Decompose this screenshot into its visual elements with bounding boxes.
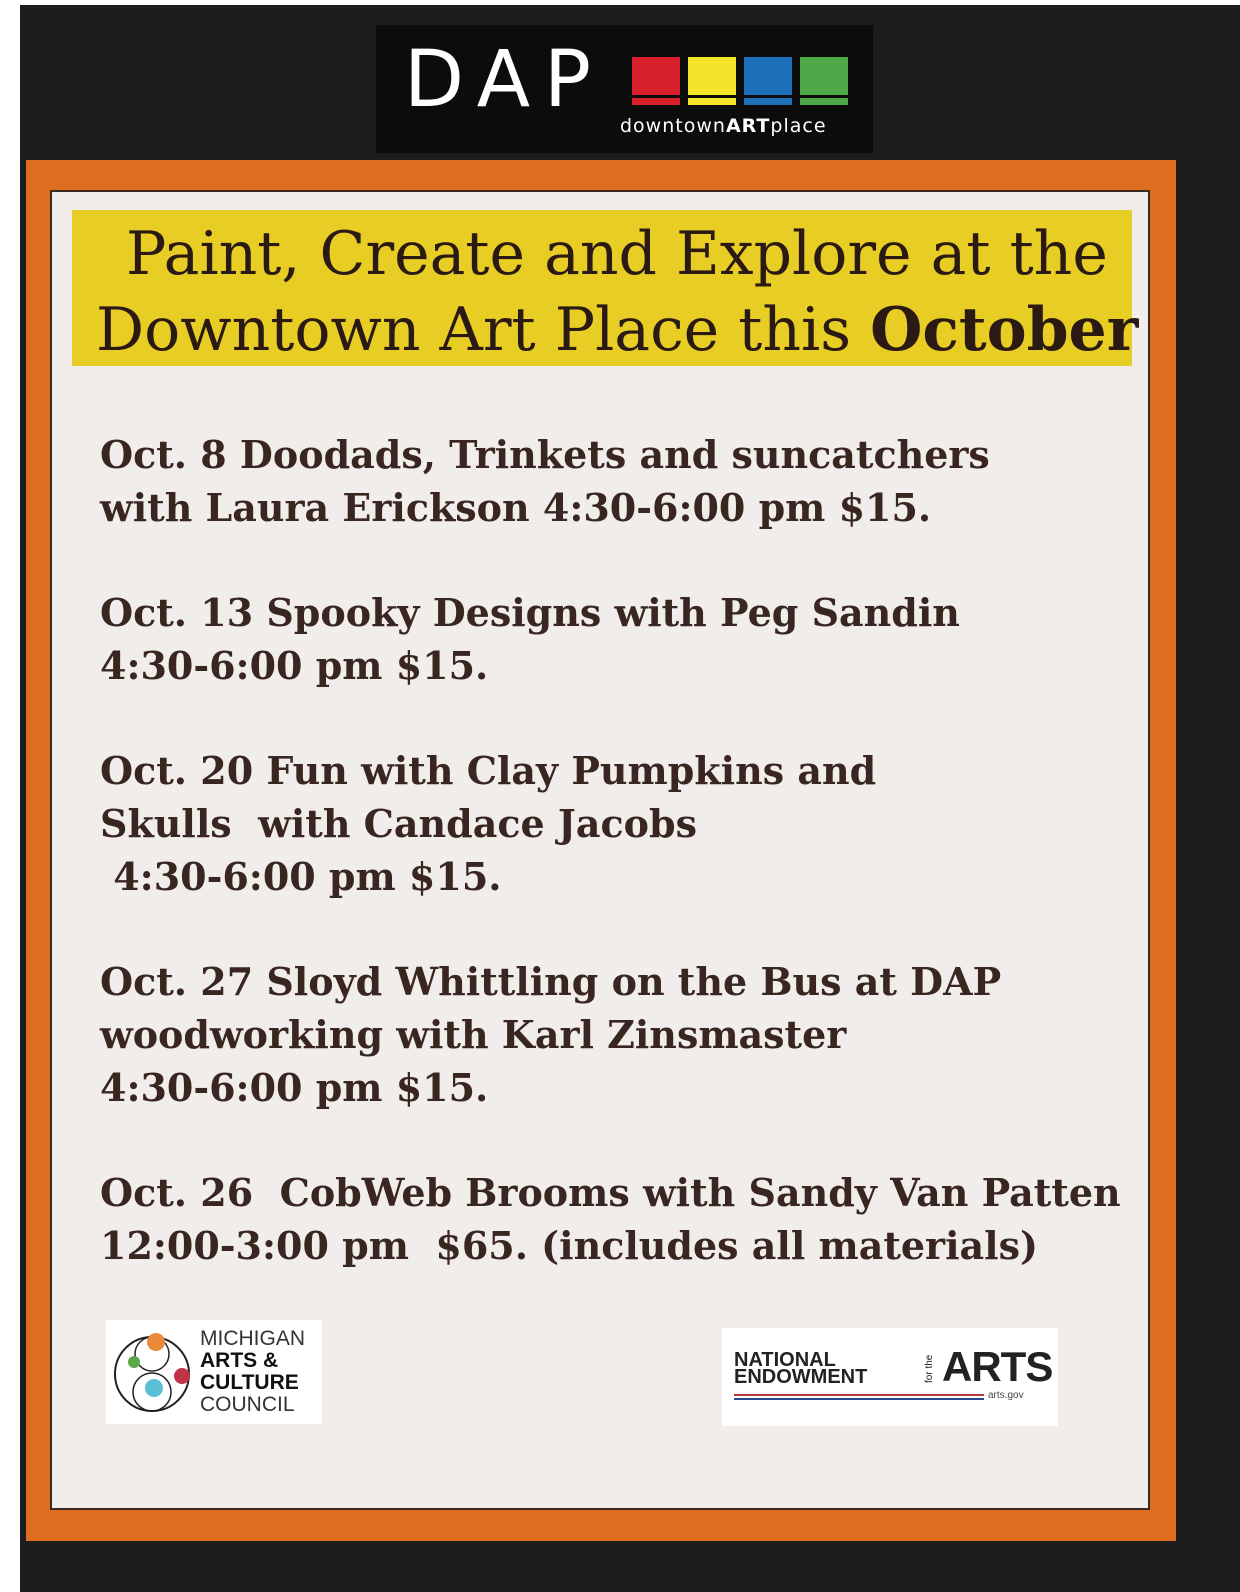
macc-line-2: ARTS &: [200, 1349, 279, 1372]
event-line: 12:00-3:00 pm $65. (includes all materials): [100, 1223, 1038, 1268]
event-line: 4:30-6:00 pm $15.: [100, 1065, 489, 1110]
macc-line-1: MICHIGAN: [200, 1327, 305, 1350]
logo-divider-line: [632, 95, 850, 98]
event-line: Oct. 27 Sloyd Whittling on the Bus at DAP: [100, 959, 1002, 1004]
event-item: [100, 586, 1120, 692]
michigan-arts-culture-council-logo: [106, 1320, 322, 1424]
dap-color-squares: [632, 57, 850, 105]
national-endowment-arts-logo: [722, 1328, 1058, 1426]
event-line: woodworking with Karl Zinsmaster: [100, 1012, 847, 1057]
event-item: [100, 744, 1120, 903]
event-line: Oct. 8 Doodads, Trinkets and suncatchers: [100, 432, 990, 477]
headline-banner: [72, 210, 1139, 366]
macc-circles-icon: [112, 1326, 196, 1418]
nea-arts: ARTS: [942, 1343, 1053, 1390]
headline-month: October: [870, 295, 1139, 365]
event-item: [100, 428, 1120, 534]
dap-logo: [376, 25, 873, 153]
nea-line-2: ENDOWMENT: [734, 1366, 868, 1388]
content-panel: [50, 190, 1150, 1510]
nea-blue-rule: [734, 1398, 984, 1400]
nea-for-the: for the: [924, 1354, 935, 1384]
event-line: 4:30-6:00 pm $15.: [100, 643, 489, 688]
tagline-bold: ART: [725, 115, 771, 137]
headline-line-2-text: Downtown Art Place this: [96, 295, 871, 365]
event-item: [100, 1166, 1120, 1272]
macc-line-4: COUNCIL: [200, 1393, 295, 1416]
event-line: Oct. 13 Spooky Designs with Peg Sandin: [100, 590, 960, 635]
event-line: Oct. 26 CobWeb Brooms with Sandy Van Patten: [100, 1170, 1121, 1215]
dap-logo-letters: DAP: [404, 35, 606, 125]
headline-line-1: Paint, Create and Explore at the: [126, 219, 1108, 289]
nea-wordmark: [734, 1349, 868, 1388]
nea-website: arts.gov: [988, 1390, 1024, 1401]
macc-line-3: CULTURE: [200, 1371, 299, 1394]
dap-logo-tagline: [620, 115, 827, 137]
event-line: 4:30-6:00 pm $15.: [100, 854, 502, 899]
event-item: [100, 955, 1120, 1114]
event-line: Skulls with Candace Jacobs: [100, 801, 697, 846]
tagline-pre: downtown: [620, 115, 726, 137]
macc-wordmark: [200, 1328, 305, 1416]
tagline-post: place: [770, 115, 827, 137]
headline-line-2: [96, 292, 1138, 368]
event-line: Oct. 20 Fun with Clay Pumpkins and: [100, 748, 877, 793]
event-line: with Laura Erickson 4:30-6:00 pm $15.: [100, 485, 932, 530]
nea-red-rule: [734, 1394, 984, 1396]
nea-line-1: NATIONAL: [734, 1349, 836, 1371]
event-list: [100, 428, 1120, 1324]
